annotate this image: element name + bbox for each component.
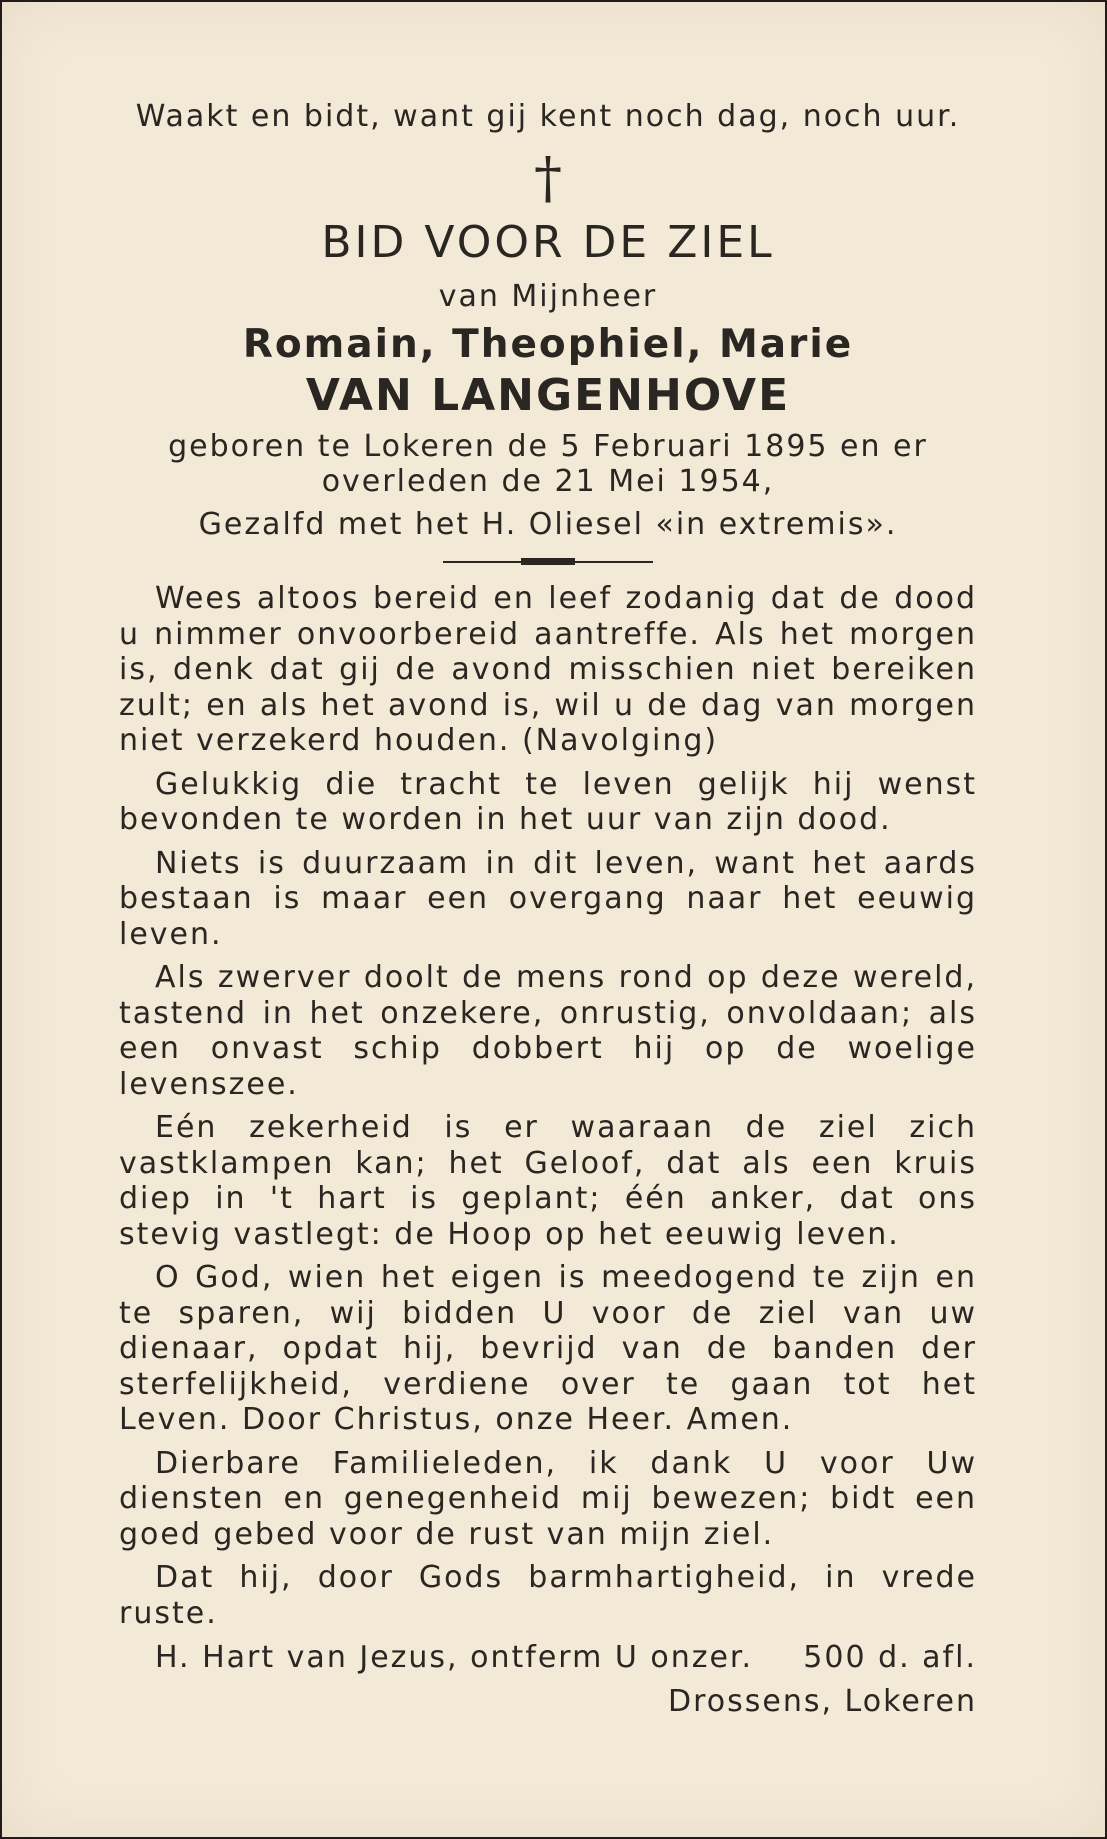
ornamental-divider <box>443 555 653 569</box>
motto: Waakt en bidt, want gij kent noch dag, noch uur. <box>135 99 961 134</box>
paragraph: Eén zekerheid is er waaraan de ziel zich vastklampen kan; het Geloof, dat als een kruis diep in 't hart is geplant; één anker, dat ons stevig vastlegt: de Hoop op het eeuwig leven. <box>119 1110 977 1252</box>
of-line: van Mijnheer <box>438 279 658 314</box>
indulgence: 500 d. afl. <box>803 1640 977 1675</box>
cross-icon: † <box>534 146 562 211</box>
paragraph: Niets is duurzaam in dit leven, want het aards bestaan is maar een overgang naar het eeuwig leven. <box>119 845 977 952</box>
anointed-line: Gezalfd met het H. Oliesel «in extremis». <box>198 507 898 542</box>
given-names: Romain, Theophiel, Marie <box>242 322 854 367</box>
paragraph: Dat hij, door Gods barmhartigheid, in vrede ruste. <box>119 1560 977 1631</box>
printer-imprint: Drossens, Lokeren <box>667 1684 977 1719</box>
surname: VAN LANGENHOVE <box>305 370 791 421</box>
paragraph: Wees altoos bereid en leef zodanig dat de dood u nimmer onvoorbereid aantreffe. Als het morgen is, denk dat gij de avond misschien niet bereiken zult; en als het avond is, wil u de dag van morgen niet verzekerd houden. (Navolging) <box>119 581 977 758</box>
divider-bar <box>521 558 575 565</box>
death-line: overleden de 21 Mei 1954, <box>321 464 775 499</box>
birth-line: geboren te Lokeren de 5 Februari 1895 en er <box>168 429 928 464</box>
card-content <box>119 97 977 1721</box>
closing-prayer: H. Hart van Jezus, ontferm U onzer. <box>155 1640 754 1675</box>
paragraph: O God, wien het eigen is meedogend te zijn en te sparen, wij bidden U voor de ziel van uw dienaar, opdat hij, bevrijd van de banden der sterfelijkheid, verdiene over te gaan tot het Leven. Door Christus, onze Heer. Amen. <box>119 1260 977 1437</box>
closing-line <box>119 1639 977 1677</box>
paragraph: Dierbare Familieleden, ik dank U voor Uw diensten en genegenheid mij bewezen; bidt een goed gebed voor de rust van mijn ziel. <box>119 1445 977 1552</box>
card-heading: BID VOOR DE ZIEL <box>321 217 775 268</box>
paragraph: Als zwerver doolt de mens rond op deze wereld, tastend in het onzekere, onrustig, onvoldaan; als een onvast schip dobbert hij op de woelige levenszee. <box>119 960 977 1102</box>
paragraph: Gelukkig die tracht te leven gelijk hij wenst bevonden te worden in het uur van zijn dood. <box>119 766 977 837</box>
